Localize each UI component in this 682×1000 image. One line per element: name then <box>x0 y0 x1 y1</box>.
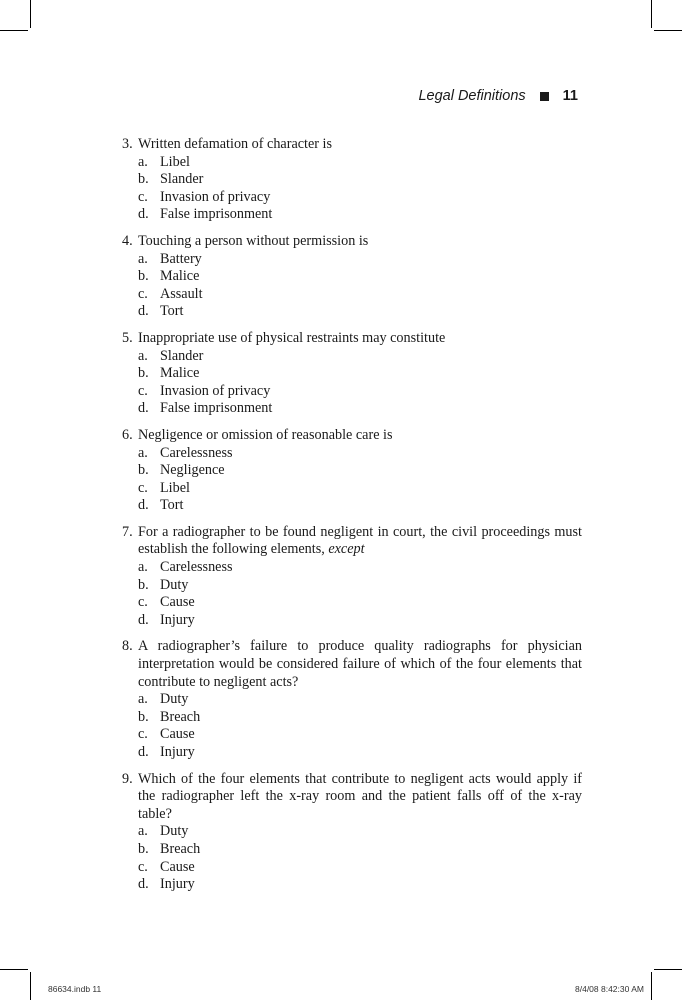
crop-mark-bottom-right-v <box>651 972 652 1000</box>
question-item <box>122 638 582 761</box>
crop-mark-top-left-v <box>30 0 31 28</box>
option-text: Assault <box>160 285 203 302</box>
option-list <box>122 445 582 515</box>
option-item <box>122 823 582 841</box>
running-head-title: Legal Definitions <box>418 88 526 104</box>
option-item <box>122 154 582 172</box>
option-text: Negligence <box>160 462 225 479</box>
question-stem <box>122 638 582 691</box>
option-text: Injury <box>160 611 195 628</box>
question-stem <box>122 233 582 251</box>
option-letter: d. <box>138 611 149 628</box>
option-text: Injury <box>160 744 195 760</box>
option-text: Carelessness <box>160 559 233 576</box>
option-letter: c. <box>138 479 148 496</box>
option-letter: c. <box>138 285 148 302</box>
option-text: Breach <box>160 840 201 857</box>
question-item <box>122 233 582 321</box>
option-text: Slander <box>160 347 204 364</box>
option-text: Tort <box>160 497 184 514</box>
option-list <box>122 823 582 893</box>
option-list <box>122 348 582 418</box>
option-text: Slander <box>160 171 204 188</box>
question-item <box>122 330 582 418</box>
option-letter: b. <box>138 576 149 593</box>
footer-timestamp: 8/4/08 8:42:30 AM <box>575 984 644 994</box>
question-text <box>138 233 582 251</box>
question-text-emphasis: except <box>328 541 365 558</box>
option-text: Cause <box>160 726 195 743</box>
option-item <box>122 480 582 498</box>
option-item <box>122 462 582 480</box>
question-stem <box>122 771 582 824</box>
question-text <box>138 136 582 154</box>
footer-file-info: 86634.indb 11 <box>48 984 102 994</box>
option-text: Duty <box>160 823 189 840</box>
question-item <box>122 771 582 894</box>
option-item <box>122 189 582 207</box>
option-letter: b. <box>138 268 149 285</box>
option-letter: c. <box>138 382 148 399</box>
option-letter: d. <box>138 876 149 893</box>
option-text: Breach <box>160 708 201 725</box>
option-item <box>122 744 582 762</box>
question-number: 7. <box>122 523 133 540</box>
question-stem <box>122 330 582 348</box>
option-list <box>122 559 582 629</box>
option-letter: c. <box>138 188 148 205</box>
question-number: 6. <box>122 426 133 443</box>
option-item <box>122 577 582 595</box>
option-item <box>122 286 582 304</box>
option-text: Battery <box>160 250 202 267</box>
option-item <box>122 365 582 383</box>
option-item <box>122 859 582 877</box>
question-item <box>122 524 582 630</box>
option-letter: b. <box>138 365 149 382</box>
option-letter: d. <box>138 400 149 417</box>
option-item <box>122 400 582 418</box>
question-number: 8. <box>122 638 133 655</box>
question-number: 5. <box>122 329 133 346</box>
question-text <box>138 638 582 691</box>
option-item <box>122 497 582 515</box>
option-item <box>122 691 582 709</box>
option-letter: a. <box>138 444 148 461</box>
question-number: 3. <box>122 136 133 152</box>
option-item <box>122 612 582 630</box>
question-text-body: For a radiographer to be found negligent in court, the civil proceedings must establish the following elements, <box>138 523 582 558</box>
question-number: 9. <box>122 770 133 787</box>
option-item <box>122 445 582 463</box>
question-text-body: Inappropriate use of physical restraints may constitute <box>138 329 446 346</box>
square-bullet-icon <box>540 92 549 101</box>
option-text: Tort <box>160 303 184 320</box>
page-number: 11 <box>562 88 578 104</box>
option-letter: a. <box>138 250 148 267</box>
question-list <box>122 136 582 903</box>
option-text: Duty <box>160 576 189 593</box>
option-letter: d. <box>138 206 149 223</box>
question-stem <box>122 524 582 559</box>
crop-mark-top-right-h <box>654 30 682 31</box>
question-text-body: A radiographer’s failure to produce quality radiographs for physician interpretation would be considered failure of which of the four elements that contribute to negligent acts? <box>138 638 582 690</box>
question-text-body: Touching a person without permission is <box>138 232 369 249</box>
question-stem <box>122 136 582 154</box>
option-text: Carelessness <box>160 444 233 461</box>
option-letter: b. <box>138 708 149 725</box>
option-letter: c. <box>138 726 148 743</box>
option-item <box>122 876 582 894</box>
running-head <box>418 86 578 106</box>
option-letter: c. <box>138 594 148 611</box>
option-item <box>122 303 582 321</box>
crop-mark-top-left-h <box>0 30 28 31</box>
option-letter: b. <box>138 171 149 188</box>
option-letter: a. <box>138 691 148 708</box>
question-text-body: Which of the four elements that contribute to negligent acts would apply if the radiographer left the x-ray room and the patient falls off of the x-ray table? <box>138 770 582 822</box>
option-item <box>122 268 582 286</box>
question-text <box>138 330 582 348</box>
option-letter: d. <box>138 303 149 320</box>
question-text <box>138 771 582 824</box>
option-item <box>122 383 582 401</box>
option-item <box>122 251 582 269</box>
question-text-body: Written defamation of character is <box>138 136 333 152</box>
option-list <box>122 154 582 224</box>
question-text-body: Negligence or omission of reasonable care is <box>138 426 393 443</box>
question-stem <box>122 427 582 445</box>
option-item <box>122 348 582 366</box>
option-item <box>122 709 582 727</box>
option-item <box>122 206 582 224</box>
option-item <box>122 171 582 189</box>
crop-mark-top-right-v <box>651 0 652 28</box>
option-item <box>122 559 582 577</box>
option-letter: c. <box>138 858 148 875</box>
option-list <box>122 251 582 321</box>
question-text <box>138 427 582 445</box>
option-text: Malice <box>160 268 200 285</box>
question-item <box>122 427 582 515</box>
option-list <box>122 691 582 761</box>
option-text: False imprisonment <box>160 400 273 417</box>
option-letter: b. <box>138 462 149 479</box>
option-item <box>122 841 582 859</box>
option-letter: a. <box>138 153 148 170</box>
crop-mark-bottom-left-v <box>30 972 31 1000</box>
option-letter: d. <box>138 744 149 760</box>
question-item <box>122 136 582 224</box>
option-text: Invasion of privacy <box>160 188 271 205</box>
option-text: Libel <box>160 153 190 170</box>
question-number: 4. <box>122 232 133 249</box>
option-letter: a. <box>138 823 148 840</box>
option-text: Cause <box>160 594 195 611</box>
option-item <box>122 594 582 612</box>
option-letter: d. <box>138 497 149 514</box>
crop-mark-bottom-right-h <box>654 969 682 970</box>
option-text: Injury <box>160 876 195 893</box>
option-text: False imprisonment <box>160 206 273 223</box>
option-letter: a. <box>138 347 148 364</box>
option-text: Cause <box>160 858 195 875</box>
option-text: Invasion of privacy <box>160 382 271 399</box>
option-letter: b. <box>138 840 149 857</box>
option-letter: a. <box>138 559 148 576</box>
option-item <box>122 726 582 744</box>
option-text: Libel <box>160 479 190 496</box>
question-text <box>138 524 582 559</box>
option-text: Duty <box>160 691 189 708</box>
crop-mark-bottom-left-h <box>0 969 28 970</box>
option-text: Malice <box>160 365 200 382</box>
